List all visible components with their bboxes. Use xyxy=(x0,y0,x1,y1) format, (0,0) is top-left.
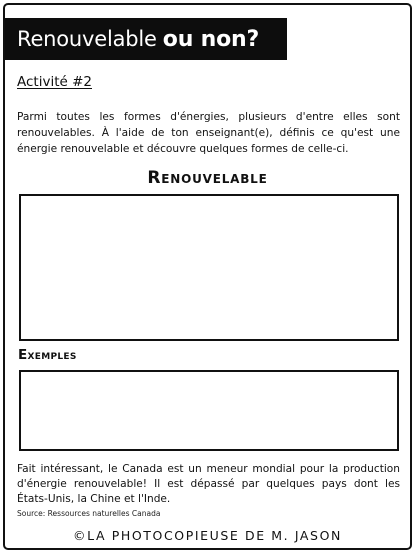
fun-fact-paragraph: Fait intéressant, le Canada est un meneur mondial pour la production d'énergie renouvelable! Il est dépassé par quelques pays dont les États-Unis, la Chine et l'Inde. xyxy=(17,463,400,505)
source-citation: Source: Ressources naturelles Canada xyxy=(17,509,161,518)
section-heading-renouvelable: Renouvelable xyxy=(147,168,268,188)
title-main: Renouvelable xyxy=(17,27,157,51)
copyright-footer: ©LA PHOTOCOPIEUSE DE M. JASON xyxy=(73,528,342,543)
intro-paragraph: Parmi toutes les formes d'énergies, plusieurs d'entre elles sont renouvelables. À l'aide de ton enseignant(e), définis ce qu'est une énergie renouvelable et découvre quelques formes de celle-ci. xyxy=(17,111,400,155)
activity-label: Activité #2 xyxy=(17,74,92,90)
title-banner xyxy=(5,18,287,60)
examples-answer-box[interactable] xyxy=(19,370,399,451)
title-emphasis: ou non? xyxy=(162,26,260,52)
section-heading-exemples: Exemples xyxy=(18,347,77,363)
definition-answer-box[interactable] xyxy=(19,194,399,341)
